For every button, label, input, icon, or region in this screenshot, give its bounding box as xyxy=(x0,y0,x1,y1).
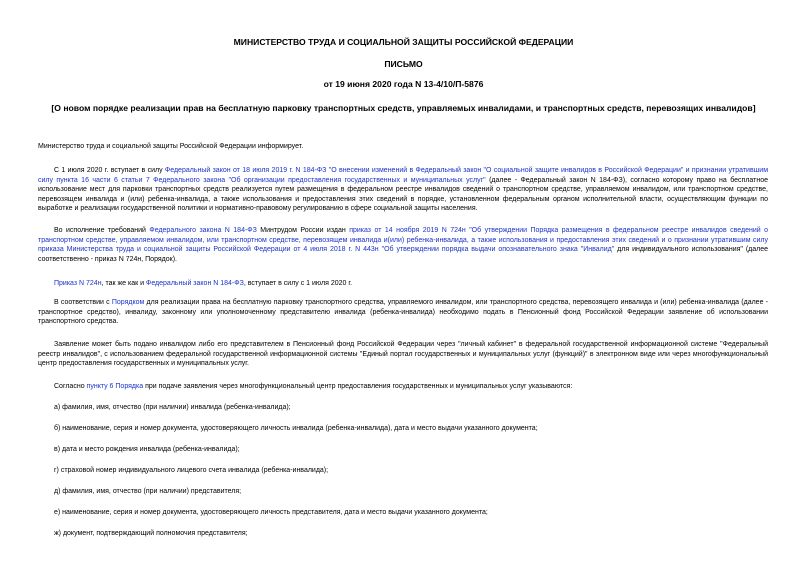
federal-law-184-link[interactable]: Федеральный закон N 184-ФЗ xyxy=(146,280,244,287)
text-span: для индивидуального использования" (далее соответственно - приказ N 724н, Порядок). xyxy=(38,246,768,263)
federal-law-184-link[interactable]: Федеральный закон от 18 июля 2019 г. N 184-ФЗ "О внесении изменений в Федеральный закон "О социальной защите инвалидов в Российской Федерации" и признании утратившим силу пункта 16 части 6 статьи 7 Федерального закона "Об организации предоставления государственных и муниципальных услуг" xyxy=(38,167,769,184)
list-item: б) наименование, серия и номер документа, удостоверяющего личность инвалида (ребенка-инвалида), дата и место выдачи указанного документа; xyxy=(54,425,538,432)
ministry-heading: МИНИСТЕРСТВО ТРУДА И СОЦИАЛЬНОЙ ЗАЩИТЫ РОССИЙСКОЙ ФЕДЕРАЦИИ xyxy=(233,37,574,47)
paragraph-law-effective xyxy=(38,166,768,214)
text-span: Согласно xyxy=(54,383,87,390)
paragraph-point-6 xyxy=(38,382,768,392)
order-724n-link[interactable]: приказ от 14 ноября 2019 N 724н "Об утверждении Порядка размещения в федеральном реестре инвалидов сведений о транспортном средстве, управляемом инвалидом, или транспортном средстве, перевозящем инвалида и(или) ребенка-инвалида, а также использования и предоставления этих сведений и о признании утратившим силу приказа Министерства труда и социальной защиты Российской Федерации от 4 июля 2018 г. N 443н "Об утверждении порядка выдачи опознавательного знака "Инвалид" xyxy=(38,227,768,253)
text-span: Минтрудом России издан xyxy=(256,227,350,234)
list-item: а) фамилия, имя, отчество (при наличии) инвалида (ребенка-инвалида); xyxy=(54,404,291,411)
intro-paragraph: Министерство труда и социальной защиты Российской Федерации информирует. xyxy=(38,143,304,150)
paragraph-procedure xyxy=(38,298,768,327)
paragraph-order-724n xyxy=(38,226,768,264)
procedure-link[interactable]: Порядком xyxy=(111,299,145,306)
text-span: В соответствии с xyxy=(54,299,112,306)
text-span: для реализации права на бесплатную парковку транспортного средства, управляемого инвалидом, или транспортного средства, перевозящего инвалида и (или) ребенка-инвалида (далее - транспортное средство), инвалиду, законному или уполномоченному представителю инвалида (ребенка-инвалида) необходимо подать в Пенсионный фонд Российской Федерации заявление об использовании транспортного средства. xyxy=(38,299,768,325)
text-span: Во исполнение требований xyxy=(54,227,150,234)
text-span: , вступает в силу с 1 июля 2020 г. xyxy=(243,280,353,287)
list-item: г) страховой номер индивидуального лицевого счета инвалида (ребенка-инвалида); xyxy=(54,467,329,474)
list-item: е) наименование, серия и номер документа, удостоверяющего личность представителя, дата и место выдачи указанного документа; xyxy=(54,509,488,516)
list-item: ж) документ, подтверждающий полномочия представителя; xyxy=(54,530,248,537)
text-span: , так же как и xyxy=(101,280,146,287)
document-type: ПИСЬМО xyxy=(384,59,423,69)
order-724n-link[interactable]: Приказ N 724н xyxy=(54,280,102,287)
paragraph-application: Заявление может быть подано инвалидом либо его представителем в Пенсионный фонд Российской Федерации через "личный кабинет" в федеральной государственной информационной системе "Федеральный реестр инвалидов", с использованием федеральной государственной информационной системы "Единый портал государственных и муниципальных услуг (функций)" в электронном виде или через многофункциональный центр предоставления государственных и муниципальных услуг. xyxy=(38,341,768,367)
list-item: в) дата и место рождения инвалида (ребенка-инвалида); xyxy=(54,446,240,453)
document-date-number: от 19 июня 2020 года N 13-4/10/П-5876 xyxy=(323,79,484,89)
text-span: при подаче заявления через многофункциональный центр предоставления государственных и муниципальных услуг указываются: xyxy=(143,383,573,390)
text-span: С 1 июля 2020 г. вступает в силу xyxy=(54,167,165,174)
document-subject: [О новом порядке реализации прав на бесплатную парковку транспортных средств, управляемых инвалидами, и транспортных средств, перевозящих инвалидов] xyxy=(51,103,756,113)
list-item: д) фамилия, имя, отчество (при наличии) представителя; xyxy=(54,488,242,495)
federal-law-184-link[interactable]: Федерального закона N 184-ФЗ xyxy=(149,227,257,234)
procedure-point-6-link[interactable]: пункту 6 Порядка xyxy=(86,383,144,390)
text-span: (далее - Федеральный закон N 184-ФЗ), согласно которому право на бесплатное использование мест для парковки транспортных средств реализуется путем размещения в федеральном реестре инвалидов сведений о транспортном средстве, управляемом инвалидом, или транспортном средстве, перевозящем инвалида и (или) ребенка-инвалида, а также использования и предоставления этих сведений в порядке, установленном федеральным органом исполнительной власти, осуществляющим функции по выработке и реализации государственной политики и нормативно-правовому регулированию в сфере социальной защиты населения. xyxy=(38,176,768,212)
paragraph-order-effective xyxy=(38,279,768,289)
